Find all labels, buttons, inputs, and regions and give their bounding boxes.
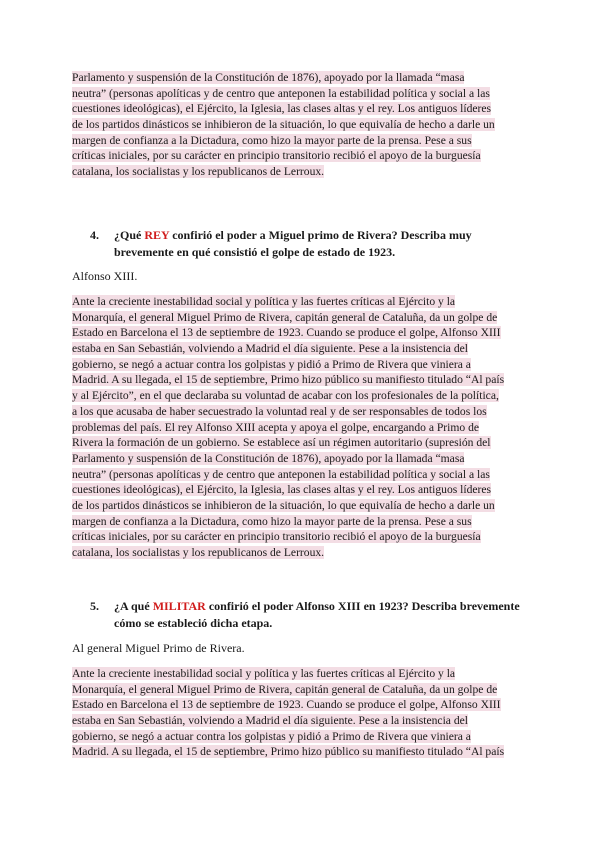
paragraph-line-text: estaba en San Sebastián, volviendo a Madrid el día siguiente. Pese a la insistencia del: [72, 714, 469, 728]
paragraph-line-text: cuestiones ideológicas), el Ejército, la Iglesia, las clases altas y el rey. Los antiguos líderes: [72, 102, 492, 116]
paragraph-line: [72, 325, 527, 341]
highlighted-paragraph-1: [72, 70, 527, 180]
paragraph-line: [72, 164, 527, 180]
question-5-line-1: [90, 599, 520, 613]
question-4-line-2: brevemente en qué consistió el golpe de estado de 1923.: [114, 245, 396, 259]
paragraph-line-text: catalana, los socialistas y los republicanos de Lerroux.: [72, 165, 325, 179]
paragraph-line-text: Madrid. A su llegada, el 15 de septiembre, Primo hizo público su manifiesto titulado “Al país: [72, 373, 505, 387]
paragraph-line: [72, 117, 527, 133]
paragraph-line-text: Monarquía, el general Miguel Primo de Rivera, capitán general de Cataluña, da un golpe de: [72, 310, 498, 324]
paragraph-line: [72, 148, 527, 164]
paragraph-line: [72, 133, 527, 149]
question-5-number: 5.: [90, 599, 99, 613]
paragraph-line: [72, 372, 527, 388]
question-5-keyword: MILITAR: [152, 599, 206, 613]
paragraph-line-text: gobierno, se negó a actuar contra los golpistas y pidió a Primo de Rivera que viniera a: [72, 357, 471, 371]
paragraph-line-text: catalana, los socialistas y los republicanos de Lerroux.: [72, 546, 325, 559]
paragraph-line-text: Estado en Barcelona el 13 de septiembre de 1923. Cuando se produce el golpe, Alfonso XIII: [72, 698, 501, 712]
paragraph-line-text: críticas iniciales, por su carácter en principio transitorio recibió el apoyo de la burguesía: [72, 530, 481, 544]
paragraph-line: [72, 86, 527, 102]
question-4: [90, 227, 530, 261]
paragraph-line: [72, 545, 527, 561]
paragraph-line: [72, 357, 527, 373]
paragraph-line-text: problemas del país. El rey Alfonso XIII acepta y apoya el golpe, encargando a Primo de: [72, 420, 480, 434]
paragraph-line: [72, 744, 527, 760]
question-4-text-start: ¿Qué: [114, 228, 145, 242]
paragraph-line-text: estaba en San Sebastián, volviendo a Madrid el día siguiente. Pese a la insistencia del: [72, 342, 469, 356]
paragraph-line-text: neutra” (personas apolíticas y de centro que anteponen la estabilidad política y social a las: [72, 86, 490, 100]
paragraph-line-text: Parlamento y suspensión de la Constitución de 1876), apoyado por la llamada “masa: [72, 451, 465, 465]
paragraph-line: [72, 666, 527, 682]
paragraph-line: [72, 310, 527, 326]
paragraph-line: [72, 294, 527, 310]
paragraph-line-text: críticas iniciales, por su carácter en principio transitorio recibió el apoyo de la burguesía: [72, 149, 481, 163]
paragraph-line-text: Ante la creciente inestabilidad social y política y las fuertes críticas al Ejército y la: [72, 295, 456, 308]
paragraph-line: [72, 341, 527, 357]
paragraph-line: [72, 451, 527, 467]
paragraph-line-text: Rivera la formación de un gobierno. Se establece así un régimen autoritario (supresión del: [72, 436, 491, 450]
paragraph-line: [72, 420, 527, 436]
paragraph-line-text: cuestiones ideológicas), el Ejército, la Iglesia, las clases altas y el rey. Los antiguos líderes: [72, 483, 492, 497]
paragraph-line-text: Monarquía, el general Miguel Primo de Rivera, capitán general de Cataluña, da un golpe de: [72, 682, 498, 696]
question-4-line-1: [90, 228, 472, 242]
paragraph-line-text: y al Ejército”, en el que declaraba su voluntad de acabar con los profesionales de la política,: [72, 389, 499, 403]
highlighted-paragraph-3: [72, 666, 527, 760]
question-4-number: 4.: [90, 228, 99, 242]
paragraph-line-text: de los partidos dinásticos se inhibieron de la situación, lo que equivalía de hecho a darle un: [72, 498, 495, 512]
paragraph-line: [72, 529, 527, 545]
question-4-keyword: REY: [144, 228, 170, 242]
paragraph-line: [72, 498, 527, 514]
paragraph-line: [72, 514, 527, 530]
paragraph-line: [72, 101, 527, 117]
paragraph-line: [72, 435, 527, 451]
question-4-text-end: confirió el poder a Miguel primo de Rivera? Describa muy: [169, 228, 472, 242]
paragraph-line: [72, 729, 527, 745]
paragraph-line-text: Madrid. A su llegada, el 15 de septiembre, Primo hizo público su manifiesto titulado “Al país: [72, 745, 505, 759]
paragraph-line: [72, 70, 527, 86]
question-5: [90, 598, 530, 632]
paragraph-line: [72, 713, 527, 729]
question-5-text-start: ¿A qué: [114, 599, 153, 613]
paragraph-line-text: Estado en Barcelona el 13 de septiembre de 1923. Cuando se produce el golpe, Alfonso XIII: [72, 326, 501, 340]
paragraph-line: [72, 404, 527, 420]
paragraph-line-text: Parlamento y suspensión de la Constitución de 1876), apoyado por la llamada “masa: [72, 71, 465, 84]
answer-5: Al general Miguel Primo de Rivera.: [72, 641, 245, 655]
paragraph-line-text: margen de confianza a la Dictadura, como hizo la mayor parte de la prensa. Pese a sus: [72, 133, 472, 147]
paragraph-line: [72, 697, 527, 713]
paragraph-line: [72, 682, 527, 698]
question-5-text-end: confirió el poder Alfonso XIII en 1923? Describa brevemente: [205, 599, 520, 613]
highlighted-paragraph-2: [72, 294, 527, 561]
paragraph-line-text: de los partidos dinásticos se inhibieron de la situación, lo que equivalía de hecho a darle un: [72, 118, 495, 132]
paragraph-line: [72, 388, 527, 404]
paragraph-line-text: Ante la creciente inestabilidad social y política y las fuertes críticas al Ejército y la: [72, 667, 456, 680]
question-5-line-2: cómo se estableció dicha etapa.: [114, 616, 273, 630]
paragraph-line: [72, 482, 527, 498]
paragraph-line: [72, 467, 527, 483]
paragraph-line-text: a los que acusaba de haber secuestrado la voluntad real y de ser responsables de todos los: [72, 404, 487, 418]
paragraph-line-text: neutra” (personas apolíticas y de centro que anteponen la estabilidad política y social a las: [72, 467, 490, 481]
paragraph-line-text: gobierno, se negó a actuar contra los golpistas y pidió a Primo de Rivera que viniera a: [72, 729, 471, 743]
answer-4: Alfonso XIII.: [72, 269, 138, 283]
paragraph-line-text: margen de confianza a la Dictadura, como hizo la mayor parte de la prensa. Pese a sus: [72, 514, 472, 528]
